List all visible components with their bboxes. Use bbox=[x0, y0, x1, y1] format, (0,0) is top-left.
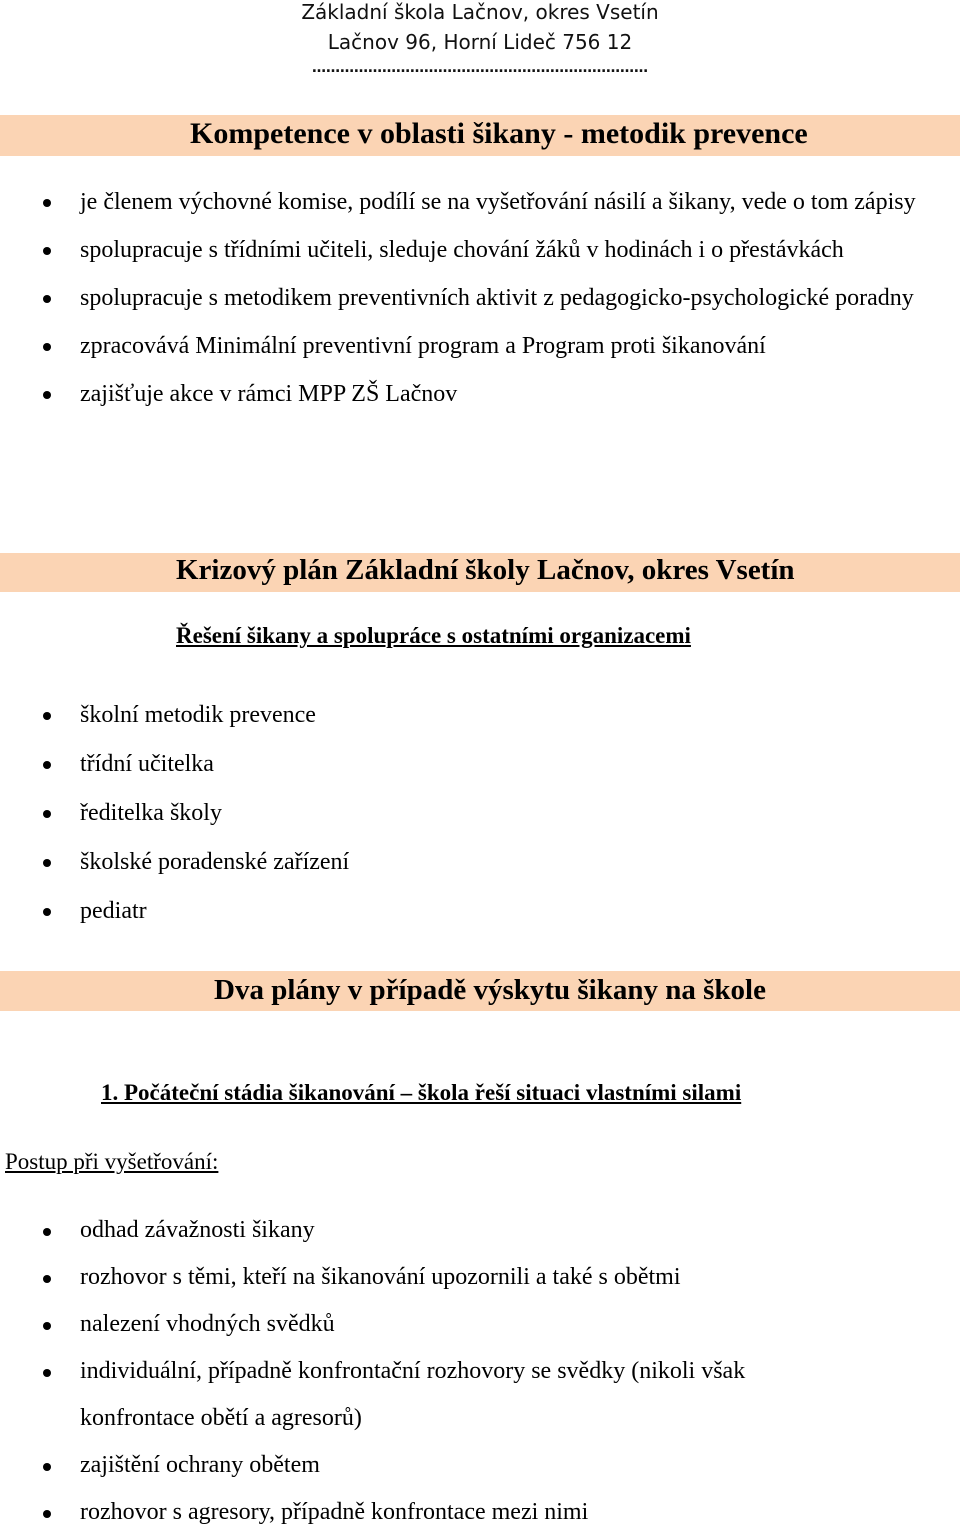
list-item: pediatr bbox=[0, 887, 960, 936]
list-item: ředitelka školy bbox=[0, 789, 960, 838]
header-separator: ……………………………………………………………… bbox=[312, 60, 648, 76]
procedure-list bbox=[0, 1207, 960, 1536]
school-address: Lačnov 96, Horní Lideč 756 12 bbox=[327, 30, 633, 54]
cooperation-list bbox=[0, 691, 960, 936]
stage-heading: 1. Počáteční stádia šikanování – škola řeší situaci vlastními silami bbox=[101, 1080, 742, 1105]
list-item: zajištění ochrany obětem bbox=[0, 1442, 960, 1489]
section-title-competence: Kompetence v oblasti šikany - metodik prevence bbox=[190, 117, 808, 150]
section-band-two-plans bbox=[0, 971, 960, 1011]
list-item: individuální, případně konfrontační rozhovory se svědky (nikoli však konfrontace obětí a agresorů) bbox=[0, 1348, 960, 1442]
school-name: Základní škola Lačnov, okres Vsetín bbox=[301, 0, 659, 24]
list-item: spolupracuje s třídními učiteli, sleduje chování žáků v hodinách i o přestávkách bbox=[0, 226, 960, 274]
list-item: spolupracuje s metodikem preventivních aktivit z pedagogicko-psychologické poradny bbox=[0, 274, 960, 322]
competence-list bbox=[0, 178, 960, 418]
section-title-crisis-plan: Krizový plán Základní školy Lačnov, okres Vsetín bbox=[176, 554, 795, 586]
section-title-two-plans: Dva plány v případě výskytu šikany na škole bbox=[214, 974, 766, 1006]
section-band-competence bbox=[0, 115, 960, 156]
list-item: rozhovor s těmi, kteří na šikanování upozornili a také s obětmi bbox=[0, 1254, 960, 1301]
list-item: školní metodik prevence bbox=[0, 691, 960, 740]
section-band-crisis-plan bbox=[0, 553, 960, 592]
list-item: je členem výchovné komise, podílí se na vyšetřování násilí a šikany, vede o tom zápisy bbox=[0, 178, 960, 226]
procedure-heading: Postup při vyšetřování: bbox=[5, 1149, 219, 1174]
list-item: odhad závažnosti šikany bbox=[0, 1207, 960, 1254]
list-item: zajišťuje akce v rámci MPP ZŠ Lačnov bbox=[0, 370, 960, 418]
list-item: nalezení vhodných svědků bbox=[0, 1301, 960, 1348]
subtitle-cooperation: Řešení šikany a spolupráce s ostatními organizacemi bbox=[176, 623, 691, 648]
list-item: zpracovává Minimální preventivní program a Program proti šikanování bbox=[0, 322, 960, 370]
list-item: třídní učitelka bbox=[0, 740, 960, 789]
list-item: školské poradenské zařízení bbox=[0, 838, 960, 887]
list-item: rozhovor s agresory, případně konfrontace mezi nimi bbox=[0, 1489, 960, 1536]
